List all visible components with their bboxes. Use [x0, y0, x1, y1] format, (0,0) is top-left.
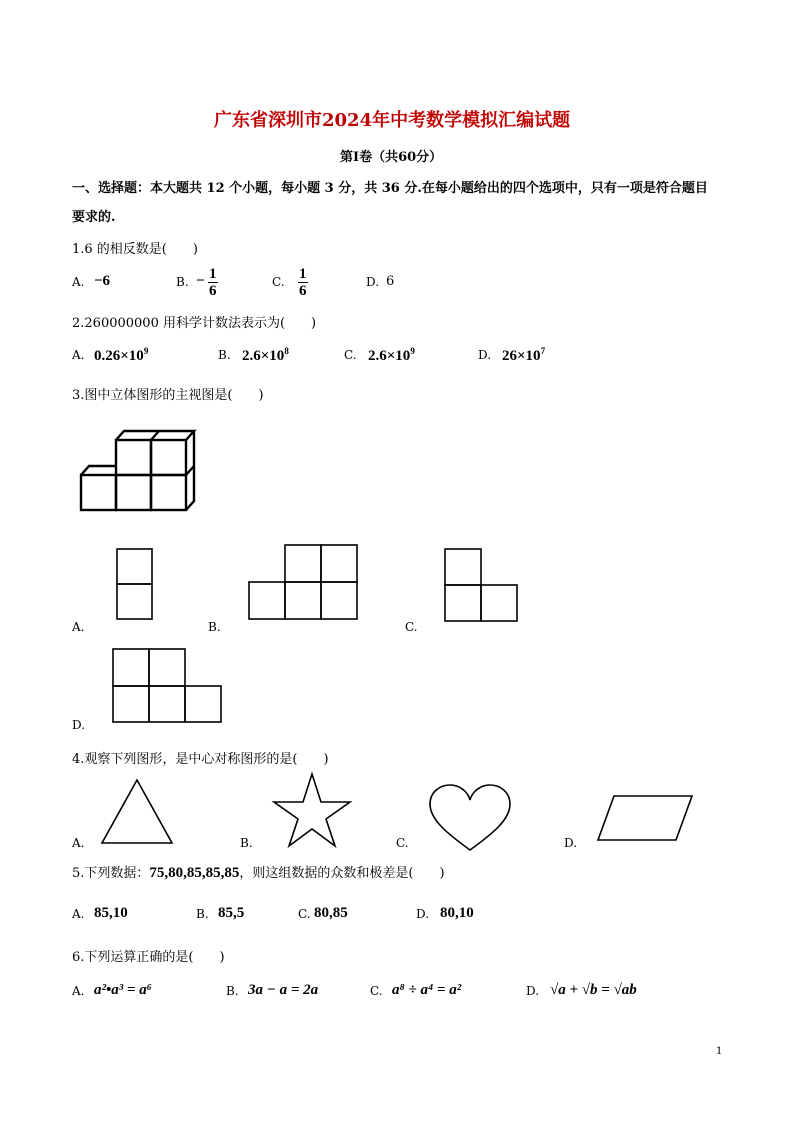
q5-option-a-label: A.: [72, 907, 85, 921]
q2-option-b-value: [242, 346, 289, 365]
question-5-options: [72, 904, 512, 926]
section-subtitle: 第Ⅰ卷（共60分）: [340, 150, 443, 165]
q2-option-d-value: [502, 346, 545, 365]
q5-option-d-label: D.: [416, 907, 430, 921]
question-6-stem: 6.下列运算正确的是( ): [72, 950, 225, 965]
q4-option-a-label: A.: [72, 836, 85, 850]
q2-option-c-value: [368, 346, 415, 365]
question-1-options: [72, 266, 412, 302]
q4-heart-figure: [428, 784, 512, 854]
q1-option-b-numerator: 1: [209, 266, 217, 282]
q3-option-b-label: B.: [208, 620, 221, 634]
q6-option-d-expression: √a + √b = √ab: [550, 982, 637, 998]
question-3-stem: 3.图中立体图形的主视图是( ): [72, 388, 264, 403]
q6-option-a-label: A.: [72, 984, 85, 998]
page-number: 1: [716, 1046, 723, 1057]
q5-option-c-value: 80,85: [314, 905, 348, 921]
q1-option-d-value: 6: [386, 274, 395, 289]
q6-option-b-label: B.: [226, 984, 239, 998]
q3-option-d-label: D.: [72, 718, 86, 732]
q5-option-a-value: 85,10: [94, 905, 128, 921]
q5-data-values: 75,80,85,85,85: [149, 865, 240, 881]
q1-option-b-denominator: 6: [209, 283, 217, 299]
question-4-stem: 4.观察下列图形，是中心对称图形的是( ): [72, 752, 329, 767]
q4-option-b-label: B.: [240, 836, 253, 850]
q5-option-b-label: B.: [196, 907, 209, 921]
q1-option-d-label: D.: [366, 275, 380, 289]
q2-option-c-base: 2.6×10: [368, 348, 411, 364]
q2-option-d-label: D.: [478, 348, 492, 362]
q5-stem-prefix: 5.下列数据：: [72, 866, 150, 881]
q4-option-c-label: C.: [396, 836, 409, 850]
q4-triangle-figure: [100, 778, 174, 846]
q5-option-d-value: 80,10: [440, 905, 474, 921]
q3-option-c-figure: [444, 548, 520, 624]
question-2-stem: 2.260000000 用科学计数法表示为( ): [72, 316, 317, 331]
q1-option-b-sign: −: [196, 273, 205, 289]
q1-option-a-label: A.: [72, 275, 85, 289]
q6-option-c-label: C.: [370, 984, 383, 998]
q4-parallelogram-figure: [596, 794, 694, 842]
q6-option-b-expression: 3a − a = 2a: [248, 982, 319, 998]
q5-option-c-label: C.: [298, 907, 311, 921]
page-title: 广东省深圳市2024年中考数学模拟汇编试题: [214, 110, 571, 131]
q2-option-c-exp: 9: [410, 346, 415, 356]
q6-option-a-expression: a²•a³ = a⁶: [94, 982, 153, 998]
section-instructions-line2: 要求的.: [72, 210, 116, 225]
question-6-options: [72, 980, 672, 1004]
q2-option-a-label: A.: [72, 348, 85, 362]
q1-option-c-denominator: 6: [299, 283, 307, 299]
q1-option-c-label: C.: [272, 275, 285, 289]
q3-option-a-figure: [116, 548, 154, 622]
q2-option-a-exp: 9: [143, 346, 149, 356]
q4-star-figure: [272, 772, 352, 848]
q2-option-a-value: [94, 346, 148, 365]
q4-option-d-label: D.: [564, 836, 578, 850]
q2-option-b-base: 2.6×10: [242, 348, 285, 364]
q6-option-d-label: D.: [526, 984, 540, 998]
q3-option-c-label: C.: [405, 620, 418, 634]
q2-option-d-base: 26×10: [502, 348, 541, 364]
q6-option-c-expression: a⁸ ÷ a⁴ = a²: [392, 982, 462, 998]
q1-option-b-fraction: [208, 266, 218, 299]
q1-option-c-fraction: [298, 266, 308, 299]
q5-stem-suffix: ，则这组数据的众数和极差是( ): [239, 866, 445, 881]
section-instructions-line1: 一、选择题：本大题共 12 个小题，每小题 3 分，共 36 分.在每小题给出的四个选项中，只有一项是符合题目: [72, 181, 708, 196]
question-1-stem: 1.6 的相反数是( ): [72, 242, 198, 257]
question-2-options: [72, 344, 572, 366]
q2-option-b-label: B.: [218, 348, 231, 362]
q1-option-a-value: −6: [94, 273, 111, 289]
question-5-stem: [72, 862, 572, 884]
q2-option-d-exp: 7: [540, 346, 546, 356]
q2-option-c-label: C.: [344, 348, 357, 362]
q3-option-a-label: A.: [72, 620, 85, 634]
q1-option-c-numerator: 1: [299, 266, 307, 282]
q1-option-b-label: B.: [176, 275, 189, 289]
q5-option-b-value: 85,5: [218, 905, 245, 921]
q3-option-b-figure: [248, 544, 358, 620]
q3-option-d-figure: [112, 648, 224, 724]
q3-solid-figure: [78, 428, 202, 514]
q2-option-a-base: 0.26×10: [94, 348, 144, 364]
q2-option-b-exp: 8: [284, 346, 289, 356]
